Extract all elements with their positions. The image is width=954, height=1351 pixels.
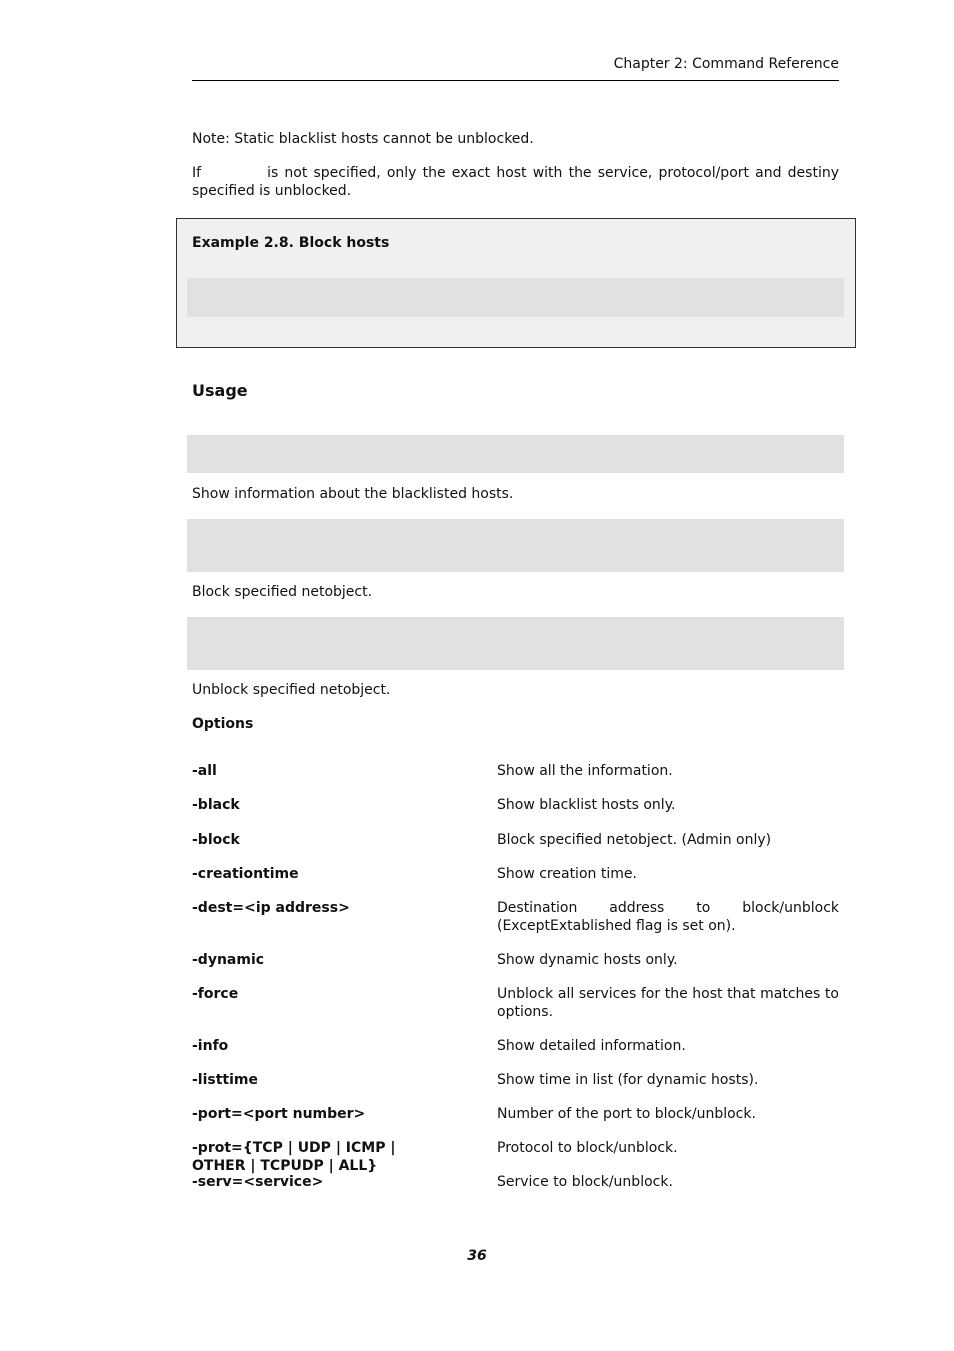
option-desc: Protocol to block/unblock. bbox=[497, 1140, 678, 1156]
option-desc: Show detailed information. bbox=[497, 1038, 686, 1054]
header-rule bbox=[192, 80, 839, 81]
option-desc: Show time in list (for dynamic hosts). bbox=[497, 1072, 759, 1088]
if-paragraph bbox=[192, 164, 839, 200]
option-desc: Show dynamic hosts only. bbox=[497, 952, 678, 968]
option-name: -dest=<ip address> bbox=[192, 900, 350, 916]
if-word: If bbox=[192, 165, 202, 181]
option-name: -black bbox=[192, 797, 240, 813]
usage-block-code-block bbox=[187, 519, 844, 572]
example-title: Example 2.8. Block hosts bbox=[192, 235, 390, 251]
option-name: -all bbox=[192, 763, 217, 779]
option-desc: Show all the information. bbox=[497, 763, 673, 779]
option-name: -prot={TCP | UDP | ICMP | OTHER | TCPUDP | ALL} bbox=[192, 1140, 396, 1174]
usage-show-code-block bbox=[187, 435, 844, 473]
usage-unblock-desc: Unblock specified netobject. bbox=[192, 682, 391, 698]
if-rest: is not specified, only the exact host with the service, protocol/port and destiny specified is unblocked. bbox=[192, 165, 839, 199]
option-desc: Unblock all services for the host that matches to options. bbox=[497, 986, 839, 1020]
option-name: -force bbox=[192, 986, 239, 1002]
option-name: -info bbox=[192, 1038, 229, 1054]
option-name: -listtime bbox=[192, 1072, 259, 1088]
option-name: -serv=<service> bbox=[192, 1174, 324, 1190]
usage-show-desc: Show information about the blacklisted hosts. bbox=[192, 486, 514, 502]
example-box bbox=[176, 218, 856, 348]
note-text: Note: Static blacklist hosts cannot be unblocked. bbox=[192, 131, 534, 147]
options-heading: Options bbox=[192, 716, 254, 732]
usage-heading: Usage bbox=[192, 381, 248, 400]
option-name: -port=<port number> bbox=[192, 1106, 366, 1122]
option-desc: Number of the port to block/unblock. bbox=[497, 1106, 756, 1122]
usage-unblock-code-block bbox=[187, 617, 844, 670]
option-desc: Destination address to block/unblock (ExceptExtablished flag is set on). bbox=[497, 900, 839, 934]
option-name: -creationtime bbox=[192, 866, 299, 882]
option-desc: Service to block/unblock. bbox=[497, 1174, 673, 1190]
option-name: -dynamic bbox=[192, 952, 265, 968]
example-code-block bbox=[187, 278, 844, 317]
page-number: 36 bbox=[467, 1248, 487, 1264]
option-desc: Show creation time. bbox=[497, 866, 637, 882]
usage-block-desc: Block specified netobject. bbox=[192, 584, 373, 600]
option-desc: Show blacklist hosts only. bbox=[497, 797, 676, 813]
option-name: -block bbox=[192, 832, 240, 848]
chapter-header: Chapter 2: Command Reference bbox=[613, 56, 839, 72]
option-desc: Block specified netobject. (Admin only) bbox=[497, 832, 772, 848]
